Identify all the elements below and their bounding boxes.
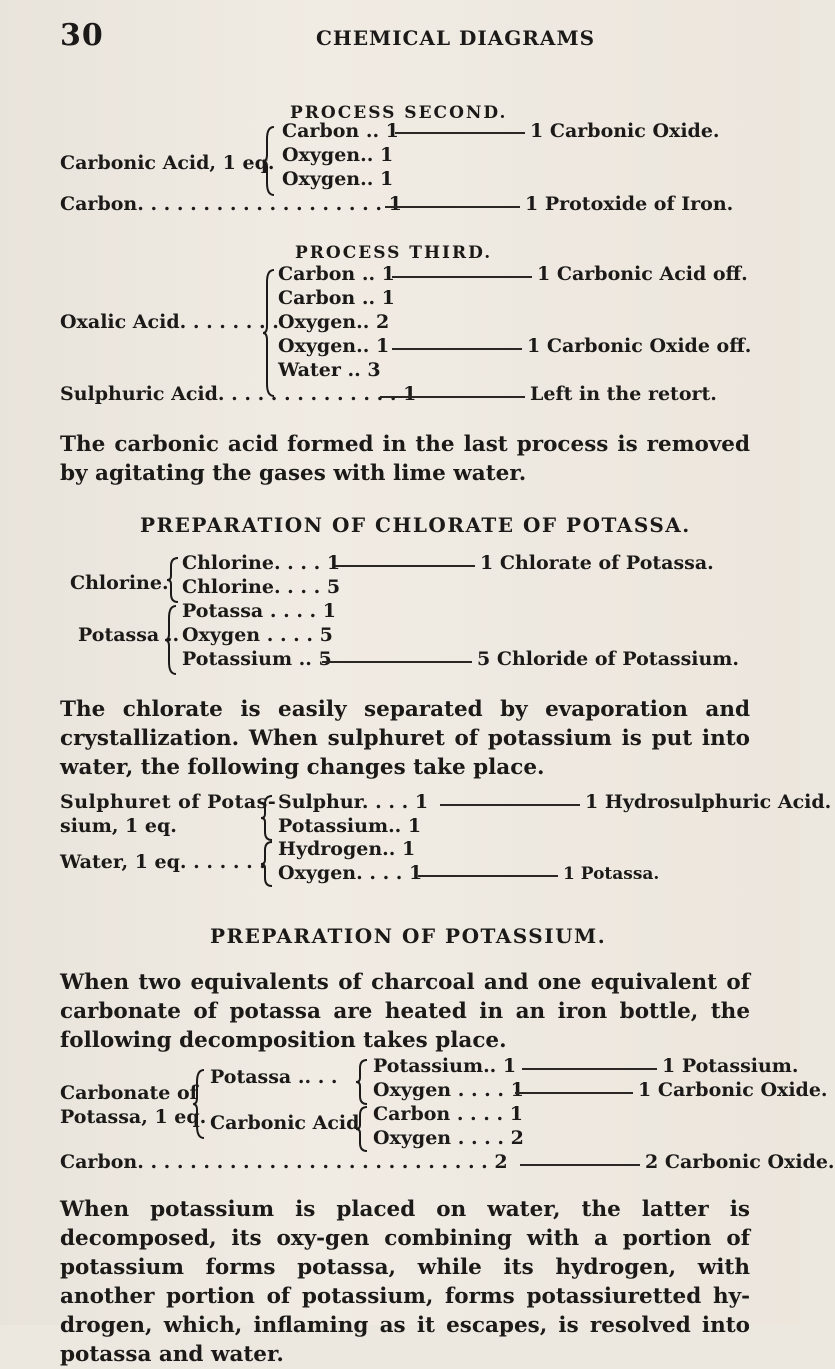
page-number: 30: [60, 18, 104, 53]
source-carbonic-acid: Carbonic Acid, 1 eq.: [60, 152, 275, 174]
heading-process-third: PROCESS THIRD.: [295, 243, 493, 263]
product-left-in-retort: Left in the retort.: [530, 383, 717, 405]
row-carbon: Carbon .. 1: [282, 120, 399, 142]
row-oxygen: Oxygen.. 2: [278, 311, 390, 333]
source-potassa: Potassa ..: [78, 624, 180, 646]
row-carbon: Carbon . . . . 1: [373, 1103, 523, 1125]
paragraph-potassium-water: When potassium is placed on water, the latter is decomposed, its oxy-gen combining with a portion of potassium forms potassa, while its hydrogen, with another portion of potassium, forms potassiuretted hy-drogen, which, inflaming as it escapes, is resolved into potassa and water.: [60, 1197, 750, 1367]
row-potassium: Potassium.. 1: [278, 815, 422, 837]
paragraph-lime-water: The carbonic acid formed in the last process is removed by agitating the gases with lime water.: [60, 432, 750, 486]
reaction-line: [520, 1164, 640, 1166]
brace: [260, 840, 274, 888]
source-chlorine: Chlorine.: [70, 572, 169, 594]
reaction-line: [395, 132, 525, 134]
product-potassa: 1 Potassa.: [563, 864, 660, 884]
reaction-line: [392, 276, 532, 278]
row-carbon-long: Carbon. . . . . . . . . . . . . . . . . . . . . . . . . . . 2: [60, 1151, 508, 1173]
paragraph-chlorate-separation: The chlorate is easily separated by evaporation and crystallization. When sulphuret of potassium is put into water, the following changes take place.: [60, 697, 750, 780]
heading-potassium-prep: PREPARATION OF POTASSIUM.: [210, 924, 607, 948]
reaction-line: [335, 565, 475, 567]
row-oxygen: Oxygen.. 1: [278, 335, 390, 357]
row-potassa: Potassa . . . . 1: [182, 600, 336, 622]
heading-chlorate: PREPARATION OF CHLORATE OF POTASSA.: [140, 513, 691, 537]
reaction-line: [392, 348, 522, 350]
row-carbon-long: Carbon. . . . . . . . . . . . . . . . . . . 1: [60, 193, 402, 215]
product-carbonic-acid-off: 1 Carbonic Acid off.: [537, 263, 748, 285]
source-sulphuret-b: sium, 1 eq.: [60, 815, 177, 837]
source-water: Water, 1 eq. . . . . . .: [60, 851, 266, 873]
brace: [192, 1068, 206, 1140]
row-hydrogen: Hydrogen.. 1: [278, 838, 416, 860]
product-hydrosulphuric-acid: 1 Hydrosulphuric Acid.: [585, 791, 832, 813]
brace: [262, 125, 276, 197]
row-chlorine: Chlorine. . . . 1: [182, 552, 341, 574]
product-carbonic-oxide-off: 1 Carbonic Oxide off.: [527, 335, 752, 357]
running-title: CHEMICAL DIAGRAMS: [316, 26, 596, 50]
reaction-line: [440, 804, 580, 806]
reaction-line: [322, 661, 472, 663]
heading-process-second: PROCESS SECOND.: [290, 103, 508, 123]
product-chloride-potassium: 5 Chloride of Potassium.: [477, 648, 740, 670]
source-carbonate-a: Carbonate of: [60, 1082, 198, 1104]
row-potassium: Potassium.. 1: [373, 1055, 517, 1077]
product-carbonic-oxide: 1 Carbonic Oxide.: [530, 120, 720, 142]
reaction-line: [522, 1068, 657, 1070]
row-oxygen: Oxygen.. 1: [282, 144, 394, 166]
product-chlorate-potassa: 1 Chlorate of Potassa.: [480, 552, 714, 574]
reaction-line: [385, 206, 520, 208]
row-water: Water .. 3: [278, 359, 381, 381]
paragraph-potassium-prep: When two equivalents of charcoal and one equivalent of carbonate of potassa are heated in an iron bottle, the following decomposition takes place.: [60, 970, 750, 1053]
product-potassium: 1 Potassium.: [662, 1055, 799, 1077]
product-carbonic-oxide: 1 Carbonic Oxide.: [638, 1079, 828, 1101]
source-carbonate-b: Potassa, 1 eq.: [60, 1106, 207, 1128]
source-oxalic-acid: Oxalic Acid. . . . . . . .: [60, 311, 279, 333]
brace: [164, 604, 178, 676]
row-oxygen: Oxygen.. 1: [282, 168, 394, 190]
sub-carbonic-acid: Carbonic Acid: [210, 1112, 360, 1134]
row-carbon: Carbon .. 1: [278, 263, 395, 285]
reaction-line: [380, 396, 525, 398]
brace: [260, 794, 274, 842]
brace: [166, 556, 180, 604]
row-potassium: Potassium .. 5: [182, 648, 332, 670]
brace: [355, 1058, 369, 1106]
product-carbonic-oxide-2: 2 Carbonic Oxide.: [645, 1151, 835, 1173]
product-protoxide-iron: 1 Protoxide of Iron.: [525, 193, 734, 215]
source-sulphuret-a: Sulphuret of Potas-: [60, 791, 277, 813]
brace: [262, 268, 276, 398]
reaction-line: [418, 875, 558, 877]
brace: [355, 1105, 369, 1153]
row-oxygen: Oxygen . . . . 5: [182, 624, 333, 646]
source-sulphuric-acid: Sulphuric Acid. . . . . . . . . . . . . . 1: [60, 383, 417, 405]
row-sulphur: Sulphur. . . . 1: [278, 791, 429, 813]
row-chlorine: Chlorine. . . . 5: [182, 576, 341, 598]
row-carbon: Carbon .. 1: [278, 287, 395, 309]
row-oxygen: Oxygen . . . . 1: [373, 1079, 524, 1101]
reaction-line: [515, 1092, 633, 1094]
sub-potassa: Potassa .. . .: [210, 1066, 338, 1088]
row-oxygen: Oxygen. . . . 1: [278, 862, 423, 884]
row-oxygen: Oxygen . . . . 2: [373, 1127, 524, 1149]
